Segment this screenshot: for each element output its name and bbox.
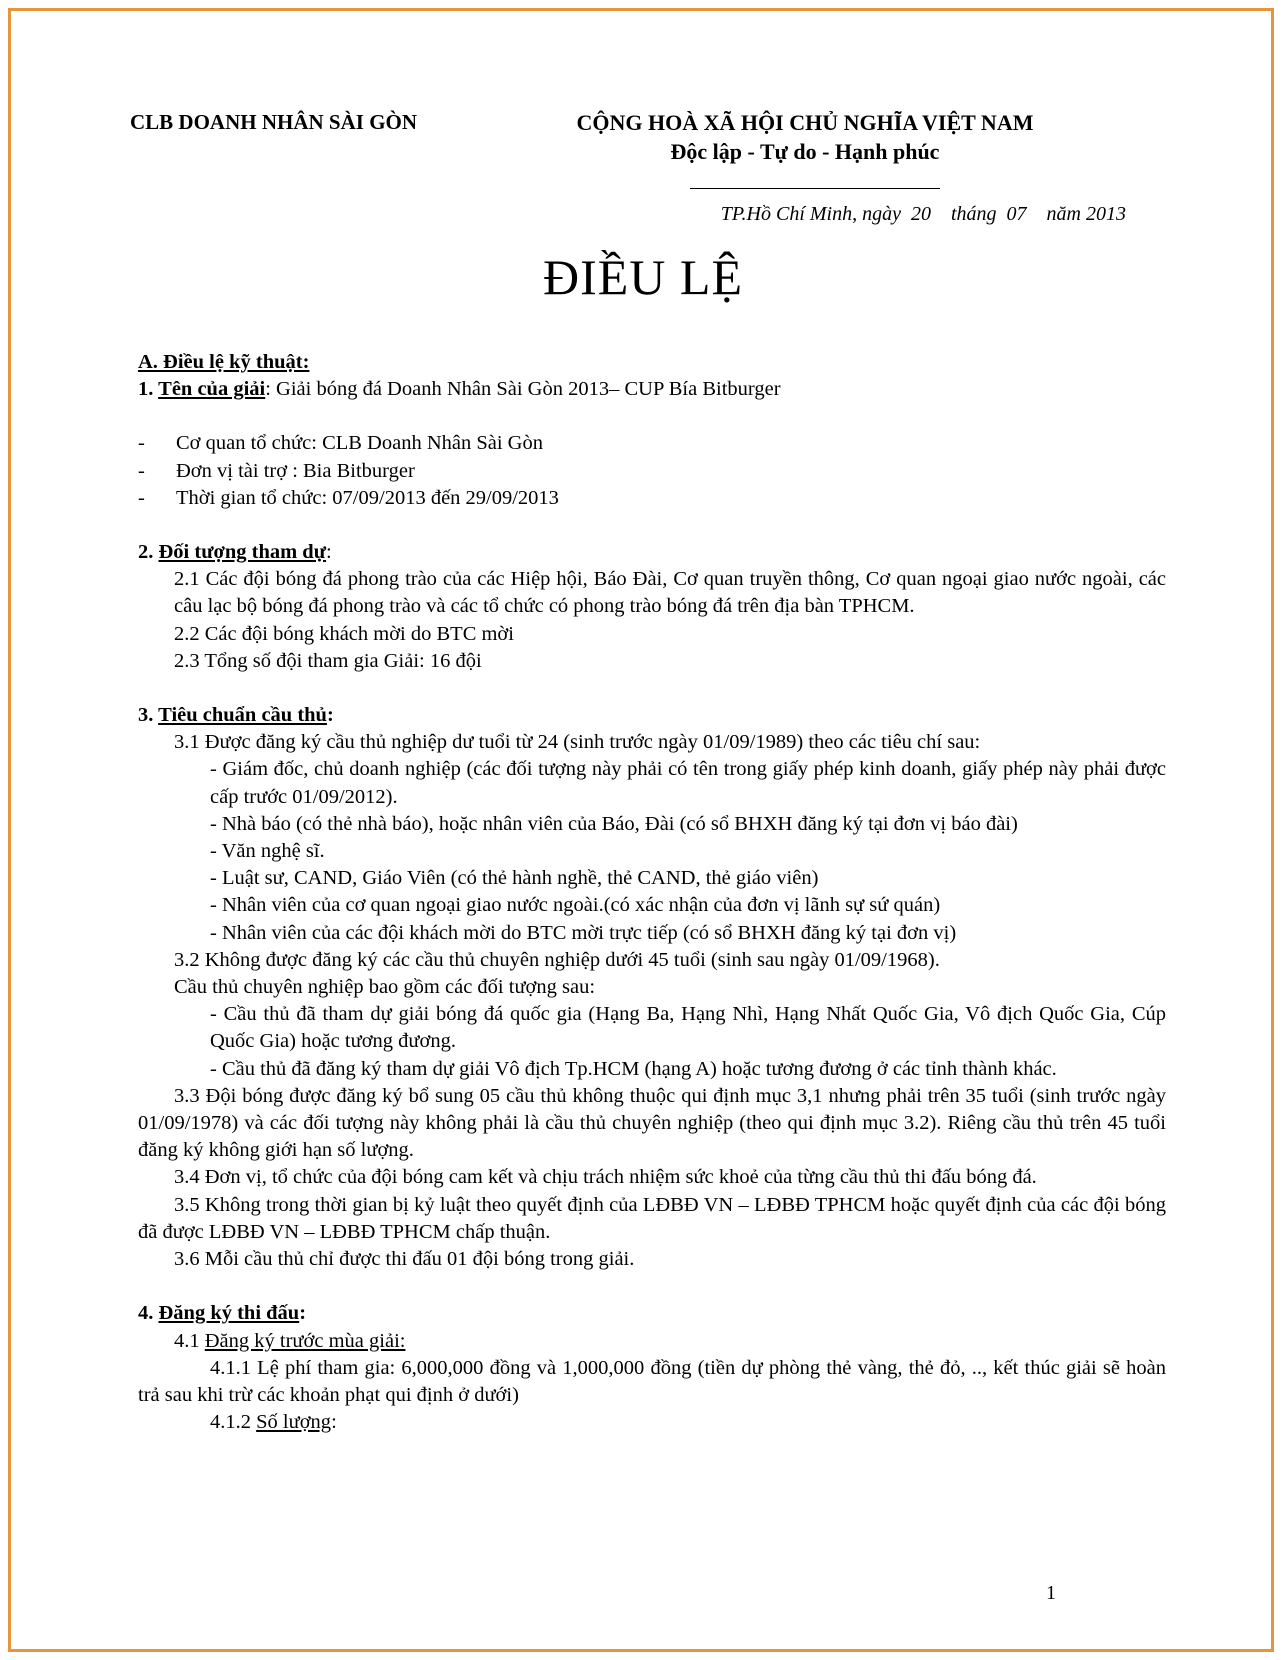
paragraph-3-4: 3.4 Đơn vị, tổ chức của đội bóng cam kết và chịu trách nhiệm sức khoẻ của từng cầu thủ thi đấu bóng đá. [174, 1166, 1037, 1189]
paragraph-4-1-2: 4.1.2 Số lượng: [210, 1411, 337, 1434]
list-item: - Cầu thủ đã tham dự giải bóng đá quốc gia (Hạng Ba, Hạng Nhì, Hạng Nhất Quốc Gia, Vô địch Quốc Gia, Cúp Quốc Gia) hoặc tương đương. [210, 1003, 1166, 1053]
paragraph-3-2: 3.2 Không được đăng ký các cầu thủ chuyên nghiệp dưới 45 tuổi (sinh sau ngày 01/09/1968). [174, 948, 940, 971]
section-2-heading: 2. Đối tượng tham dự: [138, 541, 332, 564]
paragraph-2-1: 2.1 Các đội bóng đá phong trào của các Hiệp hội, Báo Đài, Cơ quan truyền thông, Cơ quan ngoại giao nước ngoài, các câu lạc bộ bóng đá phong trào và các tổ chức có phong trào bóng đá trên địa bàn TPHCM. [174, 568, 1166, 618]
document-date: TP.Hồ Chí Minh, ngày 20 tháng 07 năm 2013 [720, 203, 1126, 225]
list-item: - Nhân viên của các đội khách mời do BTC mời trực tiếp (có sổ BHXH đăng ký tại đơn vị) [210, 921, 957, 944]
section-a-heading: A. Điều lệ kỹ thuật: [138, 351, 310, 373]
paragraph-4-1-1: 4.1.1 Lệ phí tham gia: 6,000,000 đồng và 1,000,000 đồng (tiền dự phòng thẻ vàng, thẻ đỏ, .., kết thúc giải sẽ hoàn trả sau khi trừ các khoản phạt qui định ở dưới) [138, 1356, 1166, 1406]
paragraph-2-2: 2.2 Các đội bóng khách mời do BTC mời [174, 622, 514, 645]
paragraph-3-6: 3.6 Mỗi cầu thủ chỉ được thi đấu 01 đội bóng trong giải. [174, 1248, 635, 1271]
list-item: - Thời gian tổ chức: 07/09/2013 đến 29/09/2013 [138, 485, 1166, 512]
paragraph-3-3: 3.3 Đội bóng được đăng ký bổ sung 05 cầu thủ không thuộc qui định mục 3,1 nhưng phải trên 35 tuổi (sinh trước ngày 01/09/1978) và các đối tượng này không phải là cầu thủ chuyên nghiệp (theo qui định mục 3.2). Riêng cầu thủ trên 45 tuổi đăng ký không giới hạn số lượng. [138, 1084, 1166, 1162]
motto: Độc lập - Tự do - Hạnh phúc [670, 139, 940, 164]
paragraph-3-1: 3.1 Được đăng ký cầu thủ nghiệp dư tuổi từ 24 (sinh trước ngày 01/09/1989) theo các tiêu chí sau: [174, 731, 981, 754]
paragraph-3-2b: Cầu thủ chuyên nghiệp bao gồm các đối tượng sau: [174, 976, 596, 999]
list-item: - Nhà báo (có thẻ nhà báo), hoặc nhân viên của Báo, Đài (có sổ BHXH đăng ký tại đơn vị báo đài) [210, 812, 1018, 835]
section-4-heading: 4. Đăng ký thi đấu: [138, 1302, 307, 1325]
document-body [138, 349, 1166, 1436]
list-item: - Cơ quan tổ chức: CLB Doanh Nhân Sài Gòn [138, 430, 1166, 457]
paragraph-3-5: 3.5 Không trong thời gian bị kỷ luật theo quyết định của LĐBĐ VN – LĐBĐ TPHCM hoặc quyết định của các đội bóng đã được LĐBĐ VN – LĐBĐ TPHCM chấp thuận. [138, 1193, 1166, 1243]
list-item: - Cầu thủ đã đăng ký tham dự giải Vô địch Tp.HCM (hạng A) hoặc tương đương ở các tỉnh thành khác. [210, 1057, 1057, 1080]
page-number: 1 [1046, 1582, 1056, 1604]
section-1-line: 1. Tên của giải: Giải bóng đá Doanh Nhân Sài Gòn 2013– CUP Bía Bitburger [138, 378, 781, 401]
organization-name: CLB DOANH NHÂN SÀI GÒN [130, 110, 418, 134]
list-item: - Giám đốc, chủ doanh nghiệp (các đối tượng này phải có tên trong giấy phép kinh doanh, giấy phép này phải được cấp trước 01/09/2012). [210, 758, 1166, 808]
document-title: ĐIỀU LỆ [543, 249, 743, 305]
republic-heading: CỘNG HOÀ XÃ HỘI CHỦ NGHĨA VIỆT NAM [576, 110, 1034, 135]
list-item: - Văn nghệ sĩ. [210, 840, 325, 863]
section-3-heading: 3. Tiêu chuẩn cầu thủ: [138, 704, 334, 727]
list-item: - Luật sư, CAND, Giáo Viên (có thẻ hành nghề, thẻ CAND, thẻ giáo viên) [210, 867, 819, 890]
paragraph-2-3: 2.3 Tổng số đội tham gia Giải: 16 đội [174, 649, 482, 672]
list-item: - Đơn vị tài trợ : Bia Bitburger [138, 458, 1166, 485]
paragraph-4-1: 4.1 Đăng ký trước mùa giải: [174, 1329, 406, 1352]
section-1-label: Tên của giải [158, 378, 266, 401]
motto-underline [690, 188, 940, 189]
list-item: - Nhân viên của cơ quan ngoại giao nước ngoài.(có xác nhận của đơn vị lãnh sự sứ quán) [210, 894, 941, 917]
